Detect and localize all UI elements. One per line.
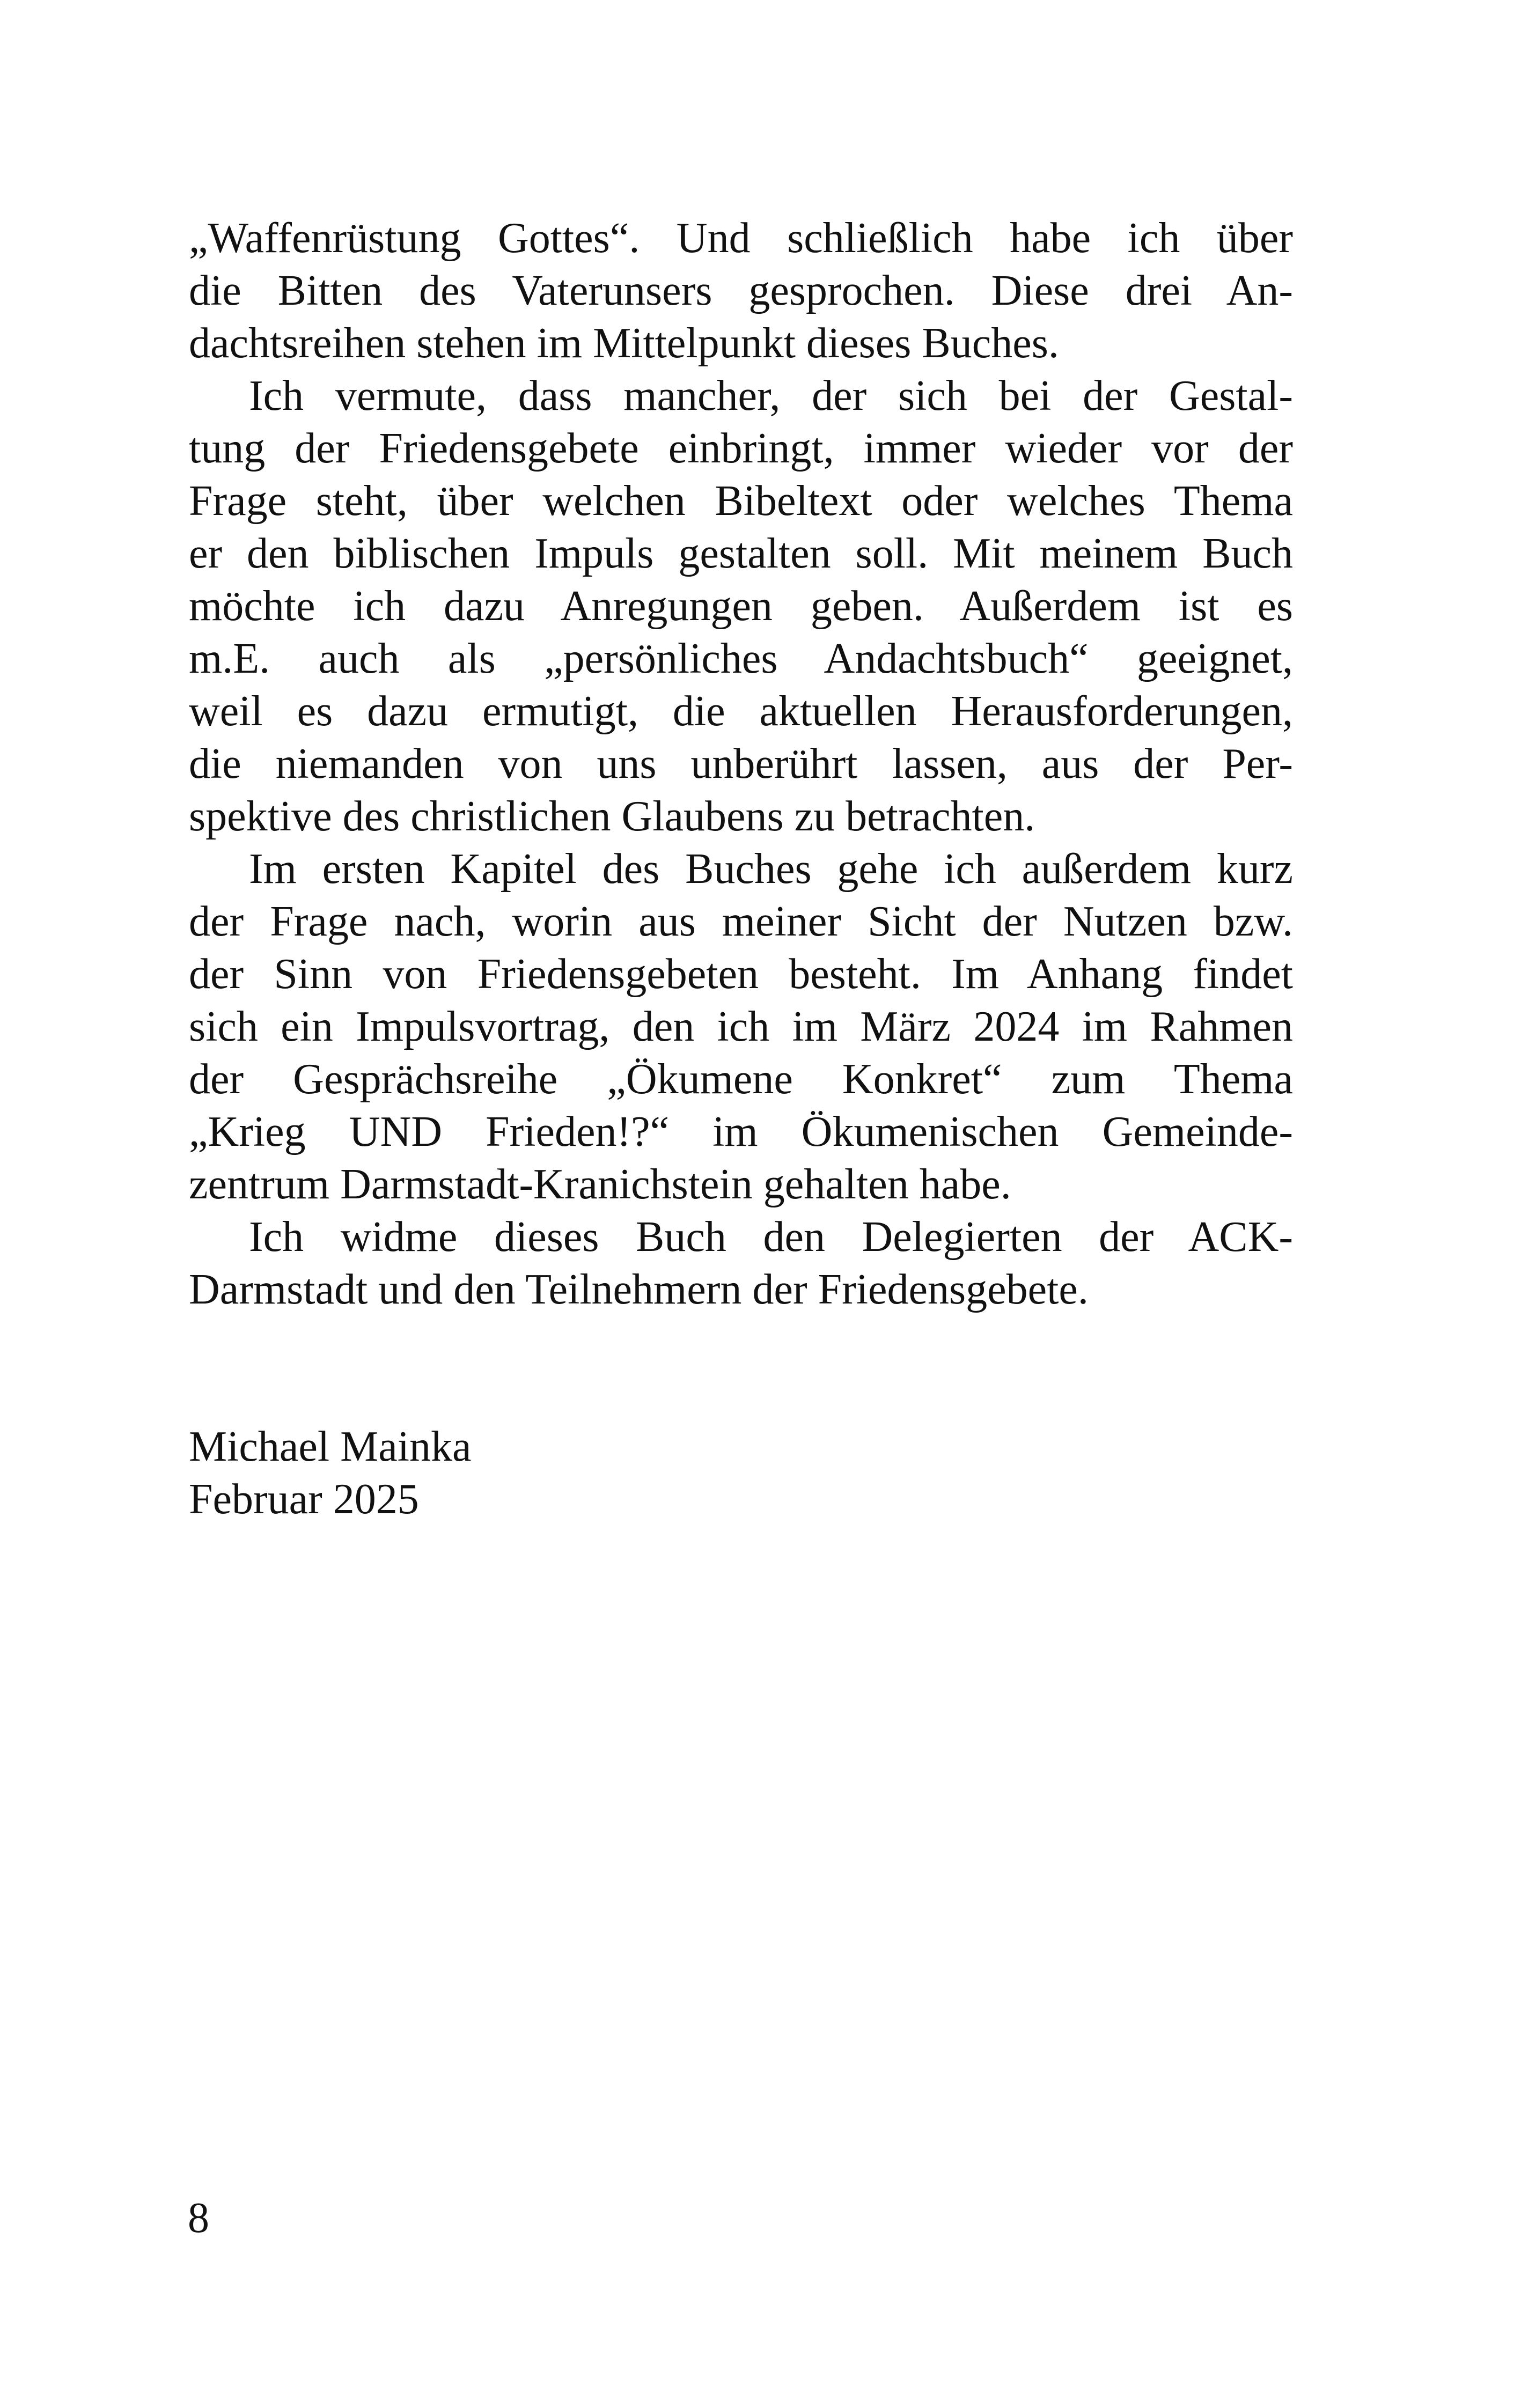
paragraph-first-line: Im ersten Kapitel des Buches gehe ich außerdem kurz [249,845,1293,893]
text-line: zentrum Darmstadt-Kranichstein gehalten habe. [189,1161,1011,1208]
text-line: weil es dazu ermutigt, die aktuellen Herausforderungen, [189,688,1293,735]
text-line: „Krieg UND Frieden!?“ im Ökumenischen Gemeinde- [189,1108,1293,1155]
page-number: 8 [188,2195,209,2242]
text-line: „Waffenrüstung Gottes“. Und schließlich habe ich über [189,215,1293,262]
text-line: m.E. auch als „persönliches Andachtsbuch“ geeignet, [189,635,1293,682]
paragraph-first-line: Ich widme dieses Buch den Delegierten der ACK- [249,1213,1293,1261]
text-line: der Gesprächsreihe „Ökumene Konkret“ zum Thema [189,1056,1293,1103]
signature-block [189,1420,940,1526]
text-line: Frage steht, über welchen Bibeltext oder welches Thema [189,477,1293,525]
text-line: er den biblischen Impuls gestalten soll. Mit meinem Buch [189,530,1293,577]
paragraph-first-line: Ich vermute, dass mancher, der sich bei der Gestal- [249,372,1293,419]
text-line: der Sinn von Friedensgebeten besteht. Im Anhang findet [189,951,1293,998]
text-line: tung der Friedensgebete einbringt, immer wieder vor der [189,425,1293,472]
text-line: möchte ich dazu Anregungen geben. Außerdem ist es [189,583,1293,630]
signature-date: Februar 2025 [189,1476,419,1523]
text-line: der Frage nach, worin aus meiner Sicht der Nutzen bzw. [189,898,1293,945]
text-line: dachtsreihen stehen im Mittelpunkt dieses Buches. [189,320,1059,367]
text-line: die niemanden von uns unberührt lassen, aus der Per- [189,740,1293,787]
body-text [189,212,1293,1316]
text-line: sich ein Impulsvortrag, den ich im März 2024 im Rahmen [189,1003,1293,1050]
text-line: spektive des christlichen Glaubens zu betrachten. [189,793,1035,840]
text-line: die Bitten des Vaterunsers gesprochen. Diese drei An- [189,267,1293,314]
text-line: Darmstadt und den Teilnehmern der Friedensgebete. [189,1266,1089,1313]
author-name: Michael Mainka [189,1423,472,1470]
